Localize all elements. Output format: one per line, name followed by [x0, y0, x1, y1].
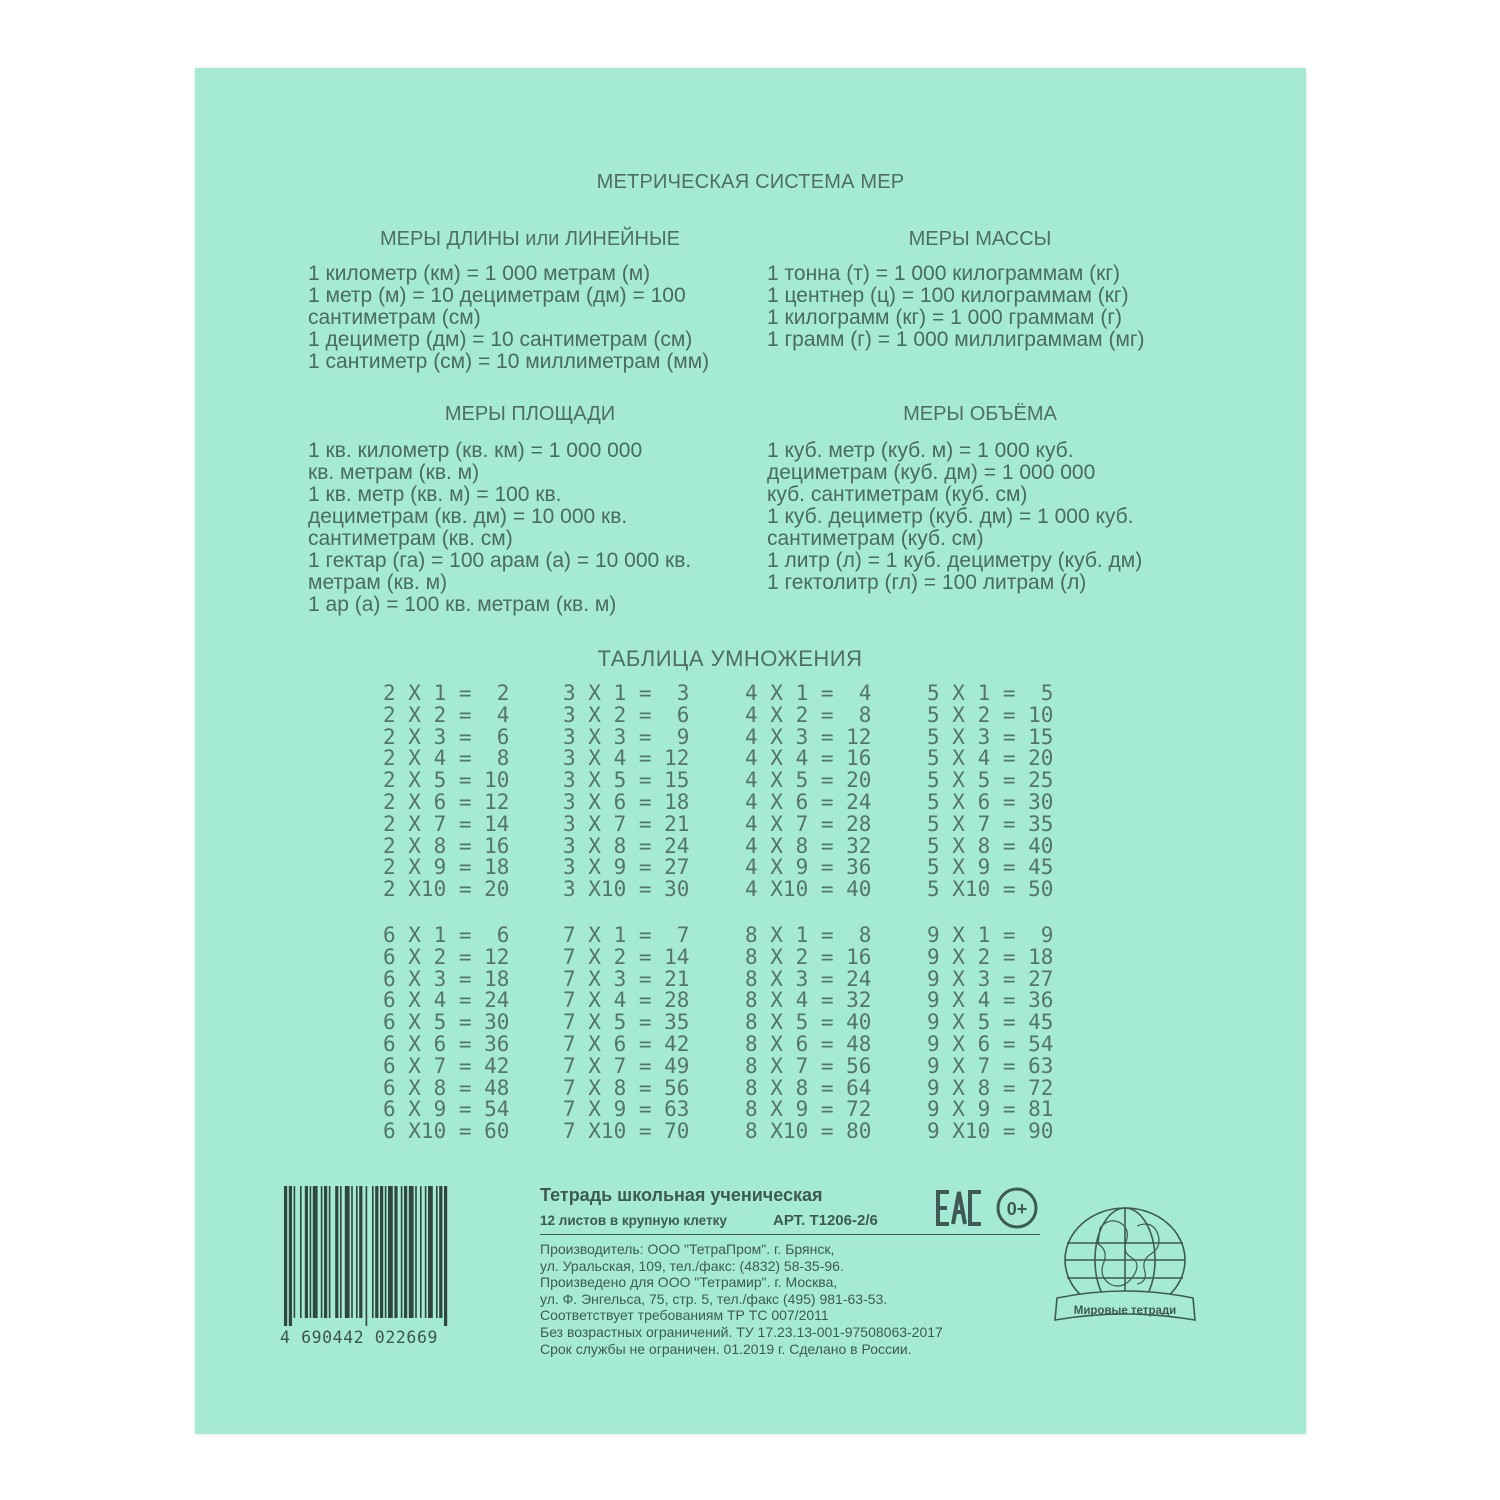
length-line: 1 дециметр (дм) = 10 сантиметрам (см) [308, 328, 693, 351]
barcode-bar [401, 1186, 403, 1318]
info-line: ул. Уральская, 109, тел./факс: (4832) 58-35-96. [540, 1257, 844, 1274]
multiplication-row: 6 X 1 = 6 [383, 923, 510, 947]
multiplication-row: 7 X 5 = 35 [563, 1010, 690, 1035]
multiplication-row: 3 X 6 = 18 [563, 789, 690, 814]
multiplication-row: 2 X 2 = 4 [383, 702, 510, 727]
multiplication-row: 3 X10 = 30 [563, 877, 690, 902]
barcode-image [282, 1186, 518, 1326]
multiplication-row: 6 X10 = 60 [383, 1119, 510, 1144]
length-section-title: МЕРЫ ДЛИНЫ или ЛИНЕЙНЫЕ [379, 228, 681, 250]
metric-system-title: МЕТРИЧЕСКАЯ СИСТЕМА МЕР [596, 171, 905, 193]
mass-line: 1 килограмм (кг) = 1 000 граммам (г) [767, 306, 1122, 329]
barcode-bar [305, 1186, 308, 1318]
multiplication-column-5 [927, 683, 1053, 901]
multiplication-row: 7 X 2 = 14 [563, 944, 690, 969]
multiplication-row: 8 X 2 = 16 [745, 944, 872, 969]
multiplication-row: 5 X 1 = 5 [927, 681, 1054, 705]
barcode-bar [324, 1186, 327, 1318]
info-line: Производитель: ООО "ТетраПром". г. Брянск, [540, 1241, 835, 1257]
barcode-bar [394, 1186, 397, 1318]
barcode-bar [436, 1186, 438, 1318]
brand-logo-text: Мировые тетради [1073, 1305, 1177, 1317]
info-line: Без возрастных ограничений. ТУ 17.23.13-001-97508063-2017 [540, 1323, 943, 1340]
multiplication-row: 4 X 6 = 24 [745, 789, 872, 814]
multiplication-row: 2 X 4 = 8 [383, 746, 510, 771]
multiplication-column-9 [927, 925, 1053, 1143]
barcode-bar [345, 1186, 350, 1318]
multiplication-row: 4 X 1 = 4 [745, 681, 872, 705]
product-article: АРТ. Т1206-2/6 [773, 1212, 878, 1229]
multiplication-row: 4 X 4 = 16 [745, 746, 872, 771]
area-line: 1 гектар (га) = 100 арам (а) = 10 000 кв. [308, 549, 692, 572]
volume-line: куб. сантиметрам (куб. см) [767, 483, 1028, 506]
notebook-back-cover [195, 68, 1306, 1434]
barcode-bar [289, 1186, 292, 1326]
volume-line: 1 куб. дециметр (куб. дм) = 1 000 куб. [767, 505, 1134, 528]
mass-section-title: МЕРЫ МАССЫ [908, 228, 1052, 250]
multiplication-row: 8 X 7 = 56 [745, 1053, 872, 1078]
area-line: кв. метрам (кв. м) [308, 461, 480, 484]
volume-line: сантиметрам (куб. см) [767, 527, 984, 550]
multiplication-row: 5 X 6 = 30 [927, 789, 1054, 814]
multiplication-row: 8 X 9 = 72 [745, 1097, 872, 1122]
multiplication-row: 4 X 5 = 20 [745, 768, 872, 793]
multiplication-row: 2 X10 = 20 [383, 877, 510, 902]
multiplication-row: 6 X 6 = 36 [383, 1031, 510, 1056]
label-divider [540, 1234, 1040, 1235]
barcode-bar [380, 1186, 383, 1318]
multiplication-row: 7 X 1 = 7 [563, 923, 690, 947]
info-line: ул. Ф. Энгельса, 75, стр. 5, тел./факс (495) 981-63-53. [540, 1290, 888, 1307]
barcode-bar [444, 1186, 447, 1326]
multiplication-row: 9 X 5 = 45 [927, 1010, 1054, 1035]
multiplication-row: 8 X 4 = 32 [745, 988, 872, 1013]
length-line: 1 метр (м) = 10 дециметрам (дм) = 100 [308, 284, 686, 307]
barcode-bar [404, 1186, 407, 1318]
barcode-bar [335, 1186, 338, 1318]
multiplication-row: 8 X 6 = 48 [745, 1031, 872, 1056]
length-line: 1 сантиметр (см) = 10 миллиметрам (мм) [308, 350, 710, 373]
product-title: Тетрадь школьная ученическая [540, 1185, 823, 1205]
barcode-bar [428, 1186, 433, 1318]
multiplication-row: 2 X 6 = 12 [383, 789, 510, 814]
multiplication-row: 2 X 7 = 14 [383, 811, 510, 836]
multiplication-row: 4 X10 = 40 [745, 877, 872, 902]
volume-line: 1 куб. метр (куб. м) = 1 000 куб. [767, 439, 1074, 462]
multiplication-row: 5 X 9 = 45 [927, 855, 1054, 880]
barcode-bar [439, 1186, 442, 1318]
mass-section-text [767, 263, 1145, 351]
multiplication-row: 9 X 8 = 72 [927, 1075, 1054, 1100]
multiplication-row: 7 X 4 = 28 [563, 988, 690, 1013]
multiplication-row: 5 X 4 = 20 [927, 746, 1054, 771]
multiplication-row: 3 X 7 = 21 [563, 811, 690, 836]
info-line: Соответствует требованиям ТР ТС 007/2011 [540, 1307, 829, 1324]
multiplication-row: 5 X10 = 50 [927, 877, 1054, 902]
area-section-text [308, 440, 691, 616]
multiplication-row: 2 X 8 = 16 [383, 833, 510, 858]
barcode-bar [409, 1186, 414, 1318]
barcode-bar [425, 1186, 427, 1318]
multiplication-column-2 [383, 683, 509, 901]
multiplication-row: 4 X 8 = 32 [745, 833, 872, 858]
barcode-bar [294, 1186, 296, 1318]
multiplication-row: 8 X 8 = 64 [745, 1075, 872, 1100]
multiplication-row: 4 X 3 = 12 [745, 724, 872, 749]
multiplication-row: 9 X 4 = 36 [927, 988, 1054, 1013]
multiplication-row: 7 X 8 = 56 [563, 1075, 690, 1100]
area-line: сантиметрам (кв. см) [308, 527, 513, 550]
product-subtitle: 12 листов в крупную клетку [540, 1213, 727, 1228]
multiplication-row: 3 X 3 = 9 [563, 724, 690, 749]
multiplication-column-3 [563, 683, 689, 901]
eac-mark-icon [935, 1188, 983, 1228]
multiplication-row: 9 X 7 = 63 [927, 1053, 1054, 1078]
length-section-text [308, 263, 709, 373]
barcode-bar [329, 1186, 331, 1318]
mass-line: 1 тонна (т) = 1 000 килограммам (кг) [767, 262, 1120, 285]
area-line: 1 ар (а) = 100 кв. метрам (кв. м) [308, 593, 617, 616]
multiplication-row: 4 X 9 = 36 [745, 855, 872, 880]
barcode-bar [284, 1186, 287, 1326]
volume-line: дециметрам (куб. дм) = 1 000 000 [767, 461, 1096, 484]
age-rating-icon [995, 1186, 1039, 1230]
area-line: дециметрам (кв. дм) = 10 000 кв. [308, 505, 628, 528]
multiplication-column-4 [745, 683, 871, 901]
multiplication-column-7 [563, 925, 689, 1143]
info-line: Произведено для ООО "Тетрамир". г. Москва, [540, 1274, 838, 1291]
multiplication-table-title: ТАБЛИЦА УМНОЖЕНИЯ [597, 646, 863, 671]
barcode-bar [310, 1186, 312, 1318]
multiplication-row: 2 X 3 = 6 [383, 724, 510, 749]
multiplication-row: 7 X 7 = 49 [563, 1053, 690, 1078]
barcode-number: 4 690442 022669 [280, 1328, 439, 1347]
multiplication-row: 9 X 1 = 9 [927, 923, 1054, 947]
info-line: Срок службы не ограничен. 01.2019 г. Сделано в России. [540, 1340, 912, 1357]
multiplication-row: 3 X 1 = 3 [563, 681, 690, 705]
multiplication-row: 3 X 4 = 12 [563, 746, 690, 771]
area-line: 1 кв. метр (кв. м) = 100 кв. [308, 483, 562, 506]
multiplication-row: 4 X 2 = 8 [745, 702, 872, 727]
barcode-bar [372, 1186, 374, 1318]
volume-section-title: МЕРЫ ОБЪЁМА [903, 403, 1057, 425]
multiplication-row: 6 X 4 = 24 [383, 988, 510, 1013]
multiplication-row: 5 X 3 = 15 [927, 724, 1054, 749]
barcode-bar [375, 1186, 378, 1318]
multiplication-row: 5 X 8 = 40 [927, 833, 1054, 858]
barcode-bar [356, 1186, 358, 1318]
globe-brand-logo [1045, 1198, 1205, 1333]
multiplication-row: 9 X 9 = 81 [927, 1097, 1054, 1122]
volume-section-text [767, 440, 1142, 594]
barcode-bar [420, 1186, 422, 1318]
mass-line: 1 грамм (г) = 1 000 миллиграммам (мг) [767, 328, 1145, 351]
barcode-bar [359, 1186, 362, 1318]
multiplication-row: 6 X 7 = 42 [383, 1053, 510, 1078]
barcode-bar [366, 1186, 368, 1326]
multiplication-row: 7 X10 = 70 [563, 1119, 690, 1144]
multiplication-row: 7 X 6 = 42 [563, 1031, 690, 1056]
area-line: 1 кв. километр (кв. км) = 1 000 000 [308, 439, 643, 462]
area-line: метрам (кв. м) [308, 571, 448, 594]
multiplication-row: 8 X 5 = 40 [745, 1010, 872, 1035]
multiplication-row: 9 X 3 = 27 [927, 966, 1054, 991]
multiplication-row: 9 X 2 = 18 [927, 944, 1054, 969]
multiplication-row: 8 X 3 = 24 [745, 966, 872, 991]
multiplication-row: 6 X 2 = 12 [383, 944, 510, 969]
barcode-bar [385, 1186, 387, 1318]
volume-line: 1 гектолитр (гл) = 100 литрам (л) [767, 571, 1087, 594]
multiplication-row: 9 X 6 = 54 [927, 1031, 1054, 1056]
multiplication-row: 6 X 3 = 18 [383, 966, 510, 991]
mass-line: 1 центнер (ц) = 100 килограммам (кг) [767, 284, 1129, 307]
multiplication-row: 6 X 9 = 54 [383, 1097, 510, 1122]
multiplication-row: 6 X 5 = 30 [383, 1010, 510, 1035]
multiplication-row: 7 X 3 = 21 [563, 966, 690, 991]
multiplication-row: 3 X 9 = 27 [563, 855, 690, 880]
multiplication-row: 4 X 7 = 28 [745, 811, 872, 836]
length-line: 1 километр (км) = 1 000 метрам (м) [308, 262, 651, 285]
multiplication-row: 9 X10 = 90 [927, 1119, 1054, 1144]
barcode-bar [415, 1186, 417, 1318]
multiplication-row: 5 X 7 = 35 [927, 811, 1054, 836]
multiplication-row: 3 X 2 = 6 [563, 702, 690, 727]
multiplication-row: 2 X 1 = 2 [383, 681, 510, 705]
barcode-bar [313, 1186, 318, 1318]
multiplication-row: 8 X10 = 80 [745, 1119, 872, 1144]
multiplication-row: 6 X 8 = 48 [383, 1075, 510, 1100]
area-section-title: МЕРЫ ПЛОЩАДИ [444, 403, 616, 425]
multiplication-row: 3 X 8 = 24 [563, 833, 690, 858]
multiplication-column-8 [745, 925, 871, 1143]
barcode-bar [388, 1186, 393, 1318]
volume-line: 1 литр (л) = 1 куб. дециметру (куб. дм) [767, 549, 1143, 572]
multiplication-column-6 [383, 925, 509, 1143]
multiplication-row: 2 X 5 = 10 [383, 768, 510, 793]
barcode-bar [300, 1186, 302, 1318]
barcode-bar [340, 1186, 342, 1318]
age-rating-text: 0+ [1006, 1199, 1028, 1219]
barcode-bar [351, 1186, 353, 1318]
barcode-bar [321, 1186, 323, 1318]
multiplication-row: 2 X 9 = 18 [383, 855, 510, 880]
length-line: сантиметрам (см) [308, 306, 481, 329]
multiplication-row: 5 X 2 = 10 [927, 702, 1054, 727]
multiplication-row: 3 X 5 = 15 [563, 768, 690, 793]
multiplication-row: 8 X 1 = 8 [745, 923, 872, 947]
manufacturer-info [540, 1241, 943, 1357]
multiplication-row: 7 X 9 = 63 [563, 1097, 690, 1122]
multiplication-row: 5 X 5 = 25 [927, 768, 1054, 793]
